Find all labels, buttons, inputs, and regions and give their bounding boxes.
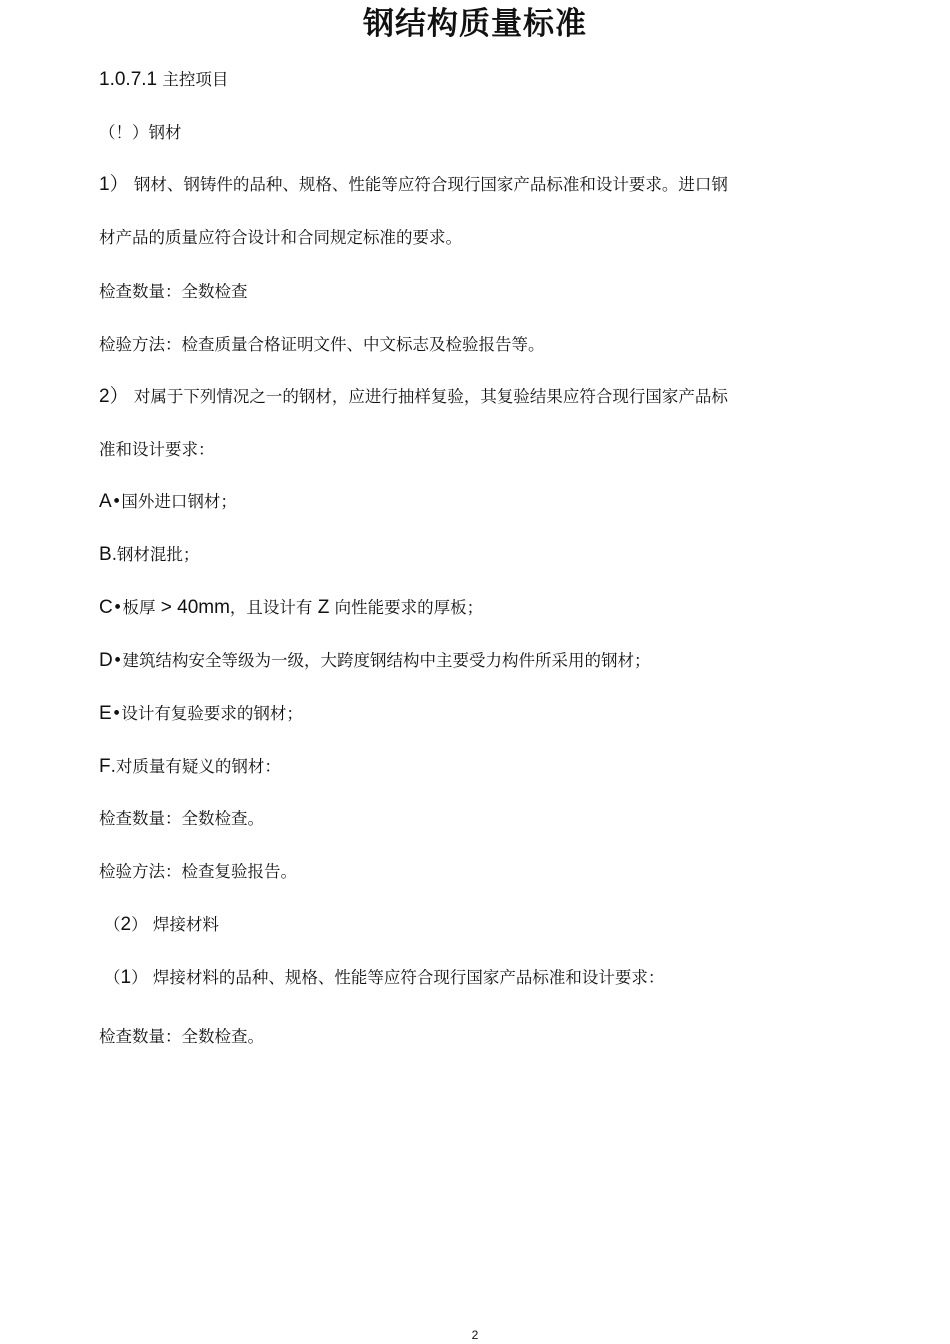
list-letter: A <box>99 491 112 512</box>
list-item-d <box>99 649 650 673</box>
paragraph-3-close-paren: ） <box>131 968 148 987</box>
item-2-close-paren: ） <box>131 915 148 934</box>
list-letter: B <box>99 544 112 565</box>
paragraph-2-line-2: 准和设计要求： <box>99 440 215 459</box>
paragraph-2-text: 对属于下列情况之一的钢材，应进行抽样复验，其复验结果应符合现行国家产品标 <box>128 387 728 406</box>
paragraph-2-line-1 <box>99 385 728 409</box>
list-text: •板厚 <box>112 598 156 617</box>
list-letter: C <box>99 597 113 618</box>
list-text: .钢材混批； <box>111 545 200 564</box>
paragraph-1-inspection-quantity: 检查数量：全数检查 <box>99 282 248 301</box>
item-2-heading <box>104 913 219 937</box>
section-label: 主控项目 <box>157 70 229 89</box>
page-number: 2 <box>471 1328 479 1342</box>
paragraph-1-number: 1） <box>99 174 129 195</box>
paragraph-1-line-2: 材产品的质量应符合设计和合同规定标准的要求。 <box>99 228 462 247</box>
section-heading <box>99 68 228 92</box>
list-letter: F <box>99 756 111 777</box>
list-letter: D <box>99 650 113 671</box>
paragraph-1-text: 钢材、钢铸件的品种、规格、性能等应符合现行国家产品标准和设计要求。进口钢 <box>128 175 728 194</box>
thickness-value: > 40mm <box>155 597 230 618</box>
list-item-b <box>99 543 199 567</box>
list-item-a <box>99 490 237 514</box>
list-text: •建筑结构安全等级为一级，大跨度钢结构中主要受力构件所采用的钢材； <box>112 651 651 670</box>
list-text: 向性能要求的厚板； <box>334 598 484 617</box>
z-direction-letter: Z <box>312 597 335 618</box>
paragraph-2-inspection-quantity: 检查数量：全数检查。 <box>99 809 264 828</box>
paragraph-3-inspection-quantity: 检查数量：全数检查。 <box>99 1027 264 1046</box>
list-letter: E <box>99 703 112 724</box>
section-number: 1.0.7.1 <box>99 69 158 90</box>
list-item-e <box>99 702 303 726</box>
paragraph-1-line-1 <box>99 173 728 197</box>
document-title: 钢结构质量标准 <box>363 6 587 42</box>
paragraph-3-text: 焊接材料的品种、规格、性能等应符合现行国家产品标准和设计要求： <box>147 968 665 987</box>
list-text: •国外进口钢材； <box>111 492 237 511</box>
paragraph-3-number: 1 <box>120 967 132 988</box>
list-text: .对质量有疑义的钢材： <box>110 757 281 776</box>
paragraph-3-open-paren: （ <box>104 968 121 987</box>
item-2-label: 焊接材料 <box>147 915 219 934</box>
paragraph-2-number: 2） <box>99 386 129 407</box>
item-2-number: 2 <box>120 914 132 935</box>
list-item-c <box>99 596 483 620</box>
paragraph-3 <box>104 966 664 990</box>
paragraph-2-inspection-method: 检验方法：检查复验报告。 <box>99 862 297 881</box>
item-2-open-paren: （ <box>104 915 121 934</box>
item-1-heading: （！）钢材 <box>99 123 182 142</box>
list-text: ，且设计有 <box>229 598 313 617</box>
list-text: •设计有复验要求的钢材； <box>111 704 303 723</box>
paragraph-1-inspection-method: 检验方法：检查质量合格证明文件、中文标志及检验报告等。 <box>99 335 545 354</box>
list-item-f <box>99 755 281 779</box>
